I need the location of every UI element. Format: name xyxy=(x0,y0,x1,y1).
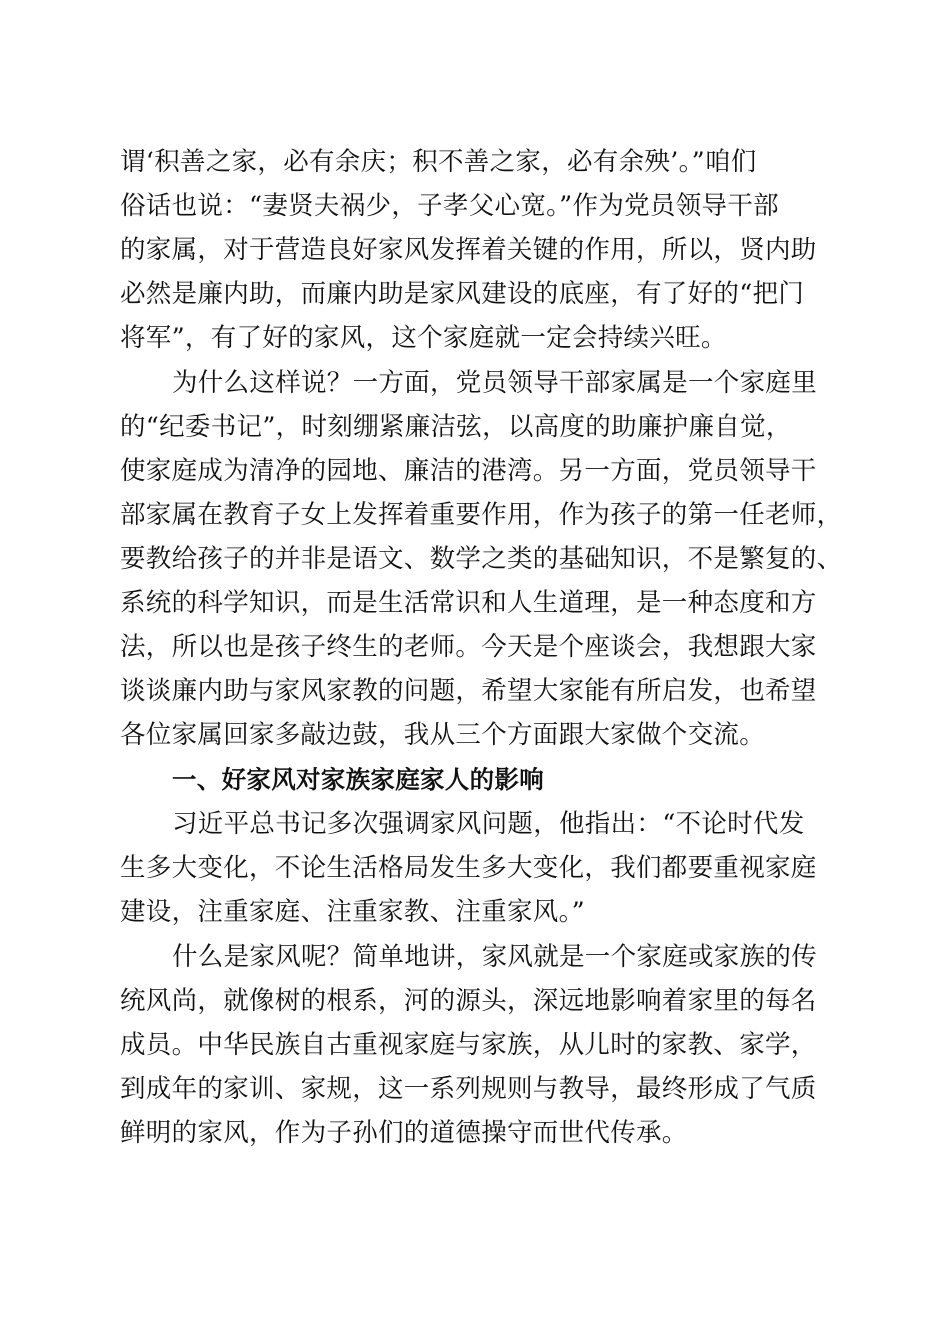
text-line: 谈谈廉内助与家风家教的问题，希望大家能有所启发，也希望 xyxy=(120,676,817,706)
text-line: 习近平总书记多次强调家风问题，他指出：“不论时代发 xyxy=(172,809,805,839)
text-line: 各位家属回家多敲边鼓，我从三个方面跟大家做个交流。 xyxy=(120,720,766,750)
text-line: 必然是廉内助，而廉内助是家风建设的底座，有了好的“把门 xyxy=(120,279,805,309)
text-line: 什么是家风呢？简单地讲，家风就是一个家庭或家族的传 xyxy=(172,942,818,972)
text-line: 俗话也说：“妻贤夫祸少，子孝父心宽。”作为党员领导干部 xyxy=(120,191,779,221)
text-line: 为什么这样说？一方面，党员领导干部家属是一个家庭里 xyxy=(172,368,818,398)
text-line: 鲜明的家风，作为子孙们的道德操守而世代传承。 xyxy=(120,1118,688,1148)
text-line: 的家属，对于营造良好家风发挥着关键的作用，所以，贤内助 xyxy=(120,235,817,265)
text-line: 生多大变化，不论生活格局发生多大变化，我们都要重视家庭 xyxy=(120,853,817,883)
text-line: 部家属在教育子女上发挥着重要作用，作为孩子的第一任老师， xyxy=(120,500,843,530)
section-heading: 一、好家风对家族家庭家人的影响 xyxy=(172,765,544,794)
text-line: 到成年的家训、家规，这一系列规则与教导，最终形成了气质 xyxy=(120,1074,817,1104)
text-line: 建设，注重家庭、注重家教、注重家风。” xyxy=(120,897,585,927)
text-line: 的“纪委书记”，时刻绷紧廉洁弦，以高度的助廉护廉自觉， xyxy=(120,412,792,442)
text-line: 使家庭成为清净的园地、廉洁的港湾。另一方面，党员领导干 xyxy=(120,456,817,486)
text-line: 将军”，有了好的家风，这个家庭就一定会持续兴旺。 xyxy=(120,323,727,353)
text-line: 要教给孩子的并非是语文、数学之类的基础知识，不是繁复的、 xyxy=(120,544,843,574)
text-line: 成员。中华民族自古重视家庭与家族，从儿时的家教、家学， xyxy=(120,1030,817,1060)
text-line: 谓‘积善之家，必有余庆；积不善之家，必有余殃’。”咱们 xyxy=(120,147,757,177)
text-line: 系统的科学知识，而是生活常识和人生道理，是一种态度和方 xyxy=(120,588,817,618)
text-line: 统风尚，就像树的根系，河的源头，深远地影响着家里的每名 xyxy=(120,986,817,1016)
text-line: 法，所以也是孩子终生的老师。今天是个座谈会，我想跟大家 xyxy=(120,632,817,662)
